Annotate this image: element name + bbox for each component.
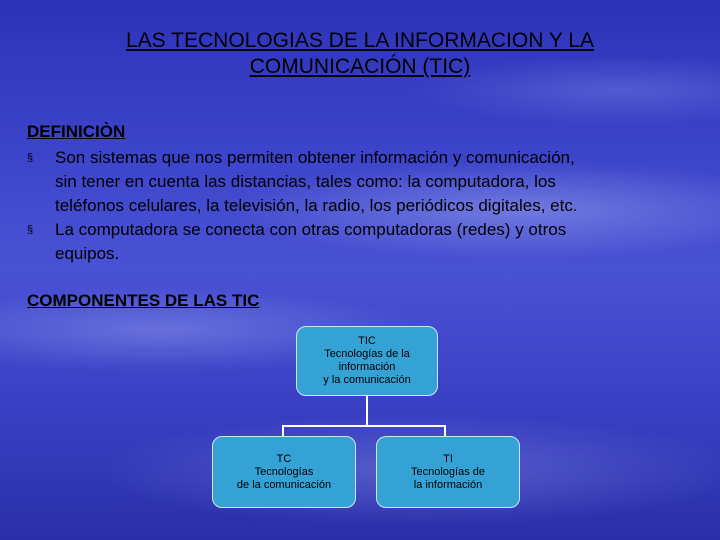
org-node-ti — [376, 436, 520, 508]
bullet-square-icon: § — [27, 152, 34, 164]
bullet-text-line: teléfonos celulares, la televisión, la radio, los periódicos digitales, etc. — [55, 196, 578, 215]
node-text-line: TIC — [358, 335, 376, 347]
title-line-1: LAS TECNOLOGIAS DE LA INFORMACION Y LA — [126, 29, 594, 52]
node-text-line: TI — [443, 452, 453, 465]
bullet-text-line: sin tener en cuenta las distancias, tales como: la computadora, los — [55, 172, 556, 191]
bullet-item — [27, 218, 687, 266]
bullet-text-line: equipos. — [55, 244, 120, 263]
slide-title — [40, 28, 680, 80]
node-text-line: Tecnologías de la — [324, 348, 410, 360]
node-text-line: Tecnologías — [254, 465, 314, 478]
bullet-square-icon: § — [27, 224, 34, 236]
bullet-text-line: La computadora se conecta con otras computadoras (redes) y otros — [55, 220, 567, 239]
node-text-line: y la comunicación — [323, 374, 411, 386]
org-node-tic — [296, 326, 438, 396]
node-text-line: TC — [276, 452, 292, 465]
connector-horizontal — [282, 425, 446, 427]
bullet-text-line: Son sistemas que nos permiten obtener información y comunicación, — [55, 148, 575, 167]
definition-heading: DEFINICIÒN — [27, 122, 126, 141]
node-text-line: información — [338, 361, 396, 373]
org-node-tc — [212, 436, 356, 508]
components-heading: COMPONENTES DE LAS TIC — [27, 291, 260, 310]
bullet-item — [27, 146, 687, 218]
node-text-line: Tecnologías de — [411, 465, 485, 478]
connector-root-down — [366, 396, 368, 426]
node-text-line: de la comunicación — [236, 478, 332, 491]
definition-bullet-list — [27, 146, 687, 266]
node-text-line: la información — [413, 478, 483, 491]
title-line-2: COMUNICACIÓN (TIC) — [249, 55, 471, 78]
